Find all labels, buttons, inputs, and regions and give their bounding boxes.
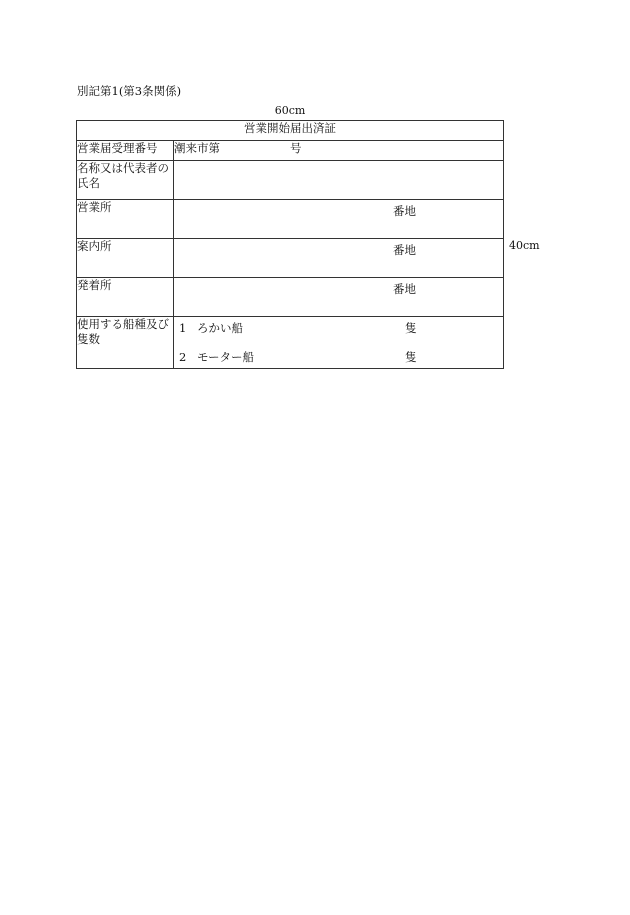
boats-label: 使用する船種及び隻数: [77, 317, 174, 369]
boat-item-number: 1: [179, 321, 187, 335]
certificate-title: 営業開始届出済証: [77, 121, 504, 141]
receipt-number-prefix: 潮来市第: [174, 141, 220, 155]
receipt-number-label: 営業届受理番号: [77, 141, 174, 161]
name-row: [77, 161, 504, 200]
receipt-number-row: [77, 141, 504, 161]
office-value: [174, 200, 504, 239]
boat-item-type: ろかい船: [197, 321, 243, 335]
boat-item-type: モーター船: [197, 350, 255, 364]
information-office-value: [174, 239, 504, 278]
receipt-number-suffix: 号: [290, 141, 302, 155]
departure-point-label: 発着所: [77, 278, 174, 317]
boat-item-unit: 隻: [405, 350, 417, 364]
name-label: 名称又は代表者の氏名: [77, 161, 174, 200]
departure-point-value: [174, 278, 504, 317]
boat-item-number: 2: [179, 350, 187, 364]
information-office-label: 案内所: [77, 239, 174, 278]
information-office-row: [77, 239, 504, 278]
departure-point-address-suffix: 番地: [393, 282, 416, 296]
certificate-title-row: [77, 121, 504, 141]
office-address-suffix: 番地: [393, 204, 416, 218]
form-note: 別記第1(第3条関係): [77, 84, 182, 98]
office-row: [77, 200, 504, 239]
height-dimension-label: 40cm: [509, 239, 540, 252]
information-office-address-suffix: 番地: [393, 243, 416, 257]
boat-item: [179, 321, 243, 336]
boats-value: [174, 317, 504, 369]
receipt-number-value: [174, 141, 504, 161]
boats-row: [77, 317, 504, 369]
width-dimension-label: 60cm: [274, 104, 306, 117]
boat-item-unit: 隻: [405, 321, 417, 335]
name-value: [174, 161, 504, 200]
departure-point-row: [77, 278, 504, 317]
office-label: 営業所: [77, 200, 174, 239]
boat-item: [179, 350, 254, 365]
certificate-table: [76, 120, 504, 369]
